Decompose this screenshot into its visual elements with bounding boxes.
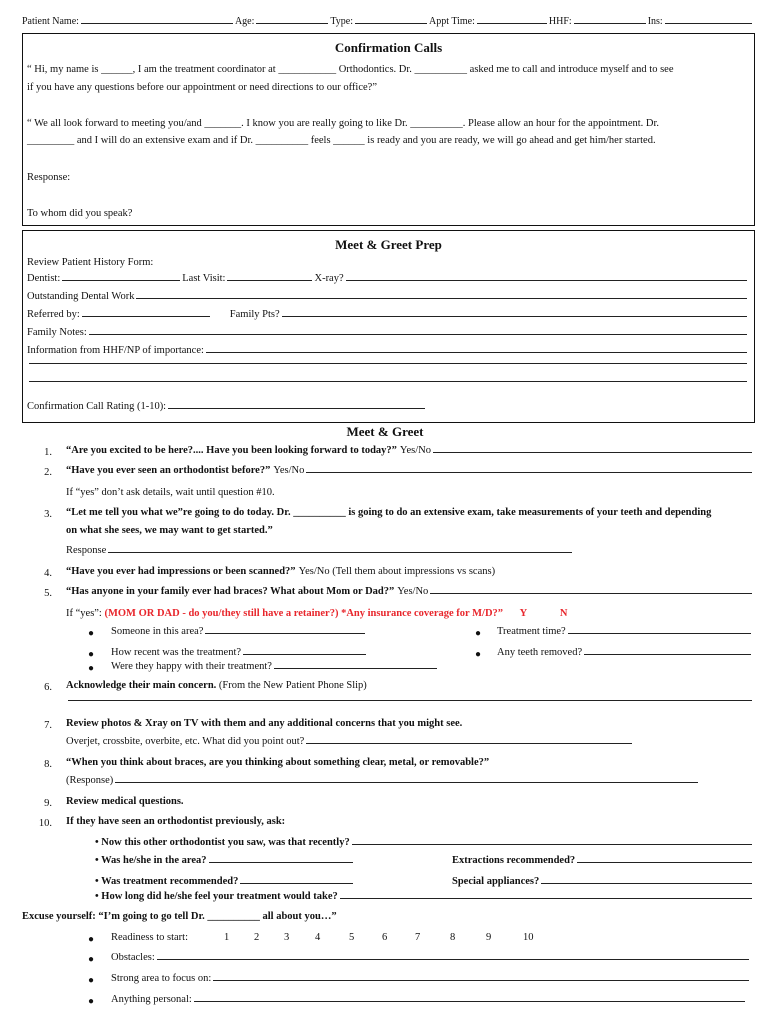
item-number: 8. [44, 759, 52, 770]
question-2-yesno: Yes/No [273, 465, 305, 476]
someone-label: Someone in this area? [111, 626, 204, 637]
item-number: 9. [44, 798, 52, 809]
obstacles-row [111, 952, 751, 963]
readiness-scale-option[interactable]: 3 [284, 932, 290, 943]
confirmation-title: Confirmation Calls [334, 40, 443, 55]
prep-title: Meet & Greet Prep [335, 237, 442, 252]
personal-label: Anything personal: [111, 994, 192, 1005]
item-number: 5. [44, 588, 52, 599]
family-pts-field[interactable] [282, 316, 747, 317]
bullet-icon: ● [88, 975, 95, 986]
ins-field[interactable] [665, 23, 752, 24]
question-5-text: “Has anyone in your family ever had braces? What about Mom or Dad?” [66, 586, 395, 597]
readiness-scale-option[interactable]: 8 [450, 932, 456, 943]
question-4 [66, 566, 754, 577]
referred-field[interactable] [82, 316, 210, 317]
last-visit-label: Last Visit: [182, 273, 226, 284]
q10-appliances-label: Special appliances? [452, 876, 540, 887]
confirmation-script-2b: _________ and I will do an extensive exam and if Dr. __________ feels ______ is ready and you are ready, we will go ahead and get him/her started. [27, 135, 656, 146]
question-1-yesno: Yes/No [399, 445, 431, 456]
confirmation-script-2a: “ We all look forward to meeting you/and _______. I know you are really going to like Dr. __________. Please allow an hour for the appointment. Dr. [27, 118, 660, 129]
personal-row [111, 994, 747, 1005]
readiness-scale-option[interactable]: 5 [349, 932, 355, 943]
question-5 [66, 586, 754, 597]
rating-field[interactable] [168, 408, 425, 409]
type-label: Type: [330, 16, 354, 27]
excuse-yourself-text: Excuse yourself: “I’m going to go tell Dr. __________ all about you…” [22, 911, 337, 922]
whom-label: To whom did you speak? [27, 208, 133, 219]
treatment-time-field[interactable] [568, 633, 751, 634]
question-2-field[interactable] [306, 472, 752, 473]
info-field-3[interactable] [29, 381, 747, 382]
question-2-note: If “yes” don’t ask details, wait until question #10. [66, 487, 275, 498]
item-number: 10. [38, 818, 52, 829]
item-number: 6. [44, 682, 52, 693]
question-3-text: “Let me tell you what we”re going to do today. Dr. __________ is going to do an extensive exam, take measurements of your teeth and depending [66, 507, 712, 518]
question-4-text: “Have you ever had impressions or been scanned?” [66, 566, 296, 577]
prep-section [22, 230, 755, 423]
question-8-field[interactable] [115, 782, 698, 783]
info-label: Information from HHF/NP of importance: [27, 345, 204, 356]
confirmation-script-1a: “ Hi, my name is ______, I am the treatment coordinator at ___________ Orthodontics. Dr. __________ asked me to call and introduce myself and to see [27, 64, 674, 75]
q10-area-label: • Was he/she in the area? [95, 855, 207, 866]
personal-field[interactable] [194, 1001, 745, 1002]
q10-appliances-field[interactable] [541, 883, 752, 884]
bullet-icon: ● [88, 649, 95, 660]
appt-time-label: Appt Time: [429, 16, 475, 27]
info-extra-row-2 [27, 381, 749, 385]
patient-name-field[interactable] [81, 23, 233, 24]
q10-appliances-row [452, 876, 754, 887]
question-5-if-label: If “yes”: [66, 608, 102, 619]
item-number: 2. [44, 467, 52, 478]
question-3-cont: on what she sees, we may want to get started.” [66, 525, 273, 536]
last-visit-field[interactable] [227, 280, 312, 281]
response-label: Response: [27, 172, 71, 183]
question-1-text: “Are you excited to be here?.... Have you been looking forward to today?” [66, 445, 397, 456]
readiness-scale-option[interactable]: 1 [224, 932, 230, 943]
info-field[interactable] [206, 352, 747, 353]
no-option[interactable]: N [559, 608, 568, 619]
family-notes-row [27, 327, 749, 338]
question-3-response-label: Response [66, 545, 107, 556]
confirmation-script-1b: if you have any questions before our appointment or need directions to our office?” [27, 82, 377, 93]
question-5-field[interactable] [430, 593, 752, 594]
q10-howlong-label: • How long did he/she feel your treatment would take? [95, 891, 338, 902]
readiness-scale-option[interactable]: 10 [523, 932, 534, 943]
question-6 [66, 680, 367, 691]
question-6-text: Acknowledge their main concern. [66, 680, 217, 691]
treatment-time-row [497, 626, 753, 637]
q10-treatment-field[interactable] [240, 883, 353, 884]
referred-row [27, 309, 749, 320]
review-history-label: Review Patient History Form: [27, 257, 154, 268]
info-row [27, 345, 749, 356]
question-5-red-note: (MOM OR DAD - do you/they still have a retainer?) *Any insurance coverage for M/D?” [104, 608, 504, 619]
how-recent-field[interactable] [243, 654, 366, 655]
q10-recent-field[interactable] [352, 844, 752, 845]
yes-option[interactable]: Y [519, 608, 528, 619]
item-number: 7. [44, 720, 52, 731]
question-7-sub-label: Overjet, crossbite, overbite, etc. What did you point out? [66, 736, 305, 747]
someone-field[interactable] [205, 633, 365, 634]
readiness-scale-option[interactable]: 6 [382, 932, 388, 943]
obstacles-label: Obstacles: [111, 952, 155, 963]
readiness-scale-option[interactable]: 4 [315, 932, 321, 943]
question-10-text: If they have seen an orthodontist previously, ask: [66, 816, 286, 827]
bullet-icon: ● [475, 649, 482, 660]
q10-area-row [95, 855, 355, 866]
question-3-response-row [66, 545, 574, 556]
info-extra-row-1 [27, 363, 749, 367]
item-number: 1. [44, 447, 52, 458]
question-5-yesno: Yes/No [397, 586, 429, 597]
q10-treatment-label: • Was treatment recommended? [95, 876, 239, 887]
item-number: 3. [44, 509, 52, 520]
question-8-response-label: (Response) [66, 775, 114, 786]
confirmation-section [22, 33, 755, 226]
q10-area-field[interactable] [209, 862, 353, 863]
ins-label: Ins: [647, 16, 663, 27]
question-3-response-field[interactable] [108, 552, 572, 553]
hhf-label: HHF: [548, 16, 572, 27]
outstanding-label: Outstanding Dental Work [27, 291, 135, 302]
teeth-removed-field[interactable] [584, 654, 751, 655]
xray-field[interactable] [346, 280, 747, 281]
bullet-icon: ● [88, 996, 95, 1007]
item-number: 4. [44, 568, 52, 579]
type-field[interactable] [355, 23, 427, 24]
question-2-text: “Have you ever seen an orthodontist before?” [66, 465, 271, 476]
how-recent-row [111, 647, 368, 658]
question-8-text: “When you think about braces, are you thinking about something clear, metal, or removable?” [66, 757, 490, 768]
greet-title: Meet & Greet [346, 424, 424, 439]
age-field[interactable] [256, 23, 328, 24]
readiness-scale-option[interactable]: 2 [254, 932, 260, 943]
bullet-icon: ● [88, 663, 95, 674]
teeth-removed-label: Any teeth removed? [497, 647, 583, 658]
q10-howlong-row [95, 891, 754, 902]
bullet-icon: ● [88, 934, 95, 945]
were-happy-label: Were they happy with their treatment? [111, 661, 272, 672]
question-2 [66, 465, 754, 476]
were-happy-field[interactable] [274, 668, 437, 669]
question-1 [66, 445, 754, 456]
question-8-response-row [66, 775, 700, 786]
question-7-text: Review photos & Xray on TV with them and any additional concerns that you might see. [66, 718, 463, 729]
question-6-field[interactable] [68, 700, 752, 701]
strong-area-row [111, 973, 751, 984]
q10-howlong-field[interactable] [340, 898, 752, 899]
teeth-removed-row [497, 647, 753, 658]
question-9-text: Review medical questions. [66, 796, 184, 807]
family-notes-field[interactable] [89, 334, 747, 335]
patient-name-label: Patient Name: [22, 16, 79, 27]
rating-label: Confirmation Call Rating (1-10): [27, 401, 167, 412]
q10-extractions-row [452, 855, 754, 866]
how-recent-label: How recent was the treatment? [111, 647, 242, 658]
strong-area-label: Strong area to focus on: [111, 973, 212, 984]
hhf-field[interactable] [574, 23, 646, 24]
readiness-label: Readiness to start: [111, 932, 188, 943]
question-7-sub-row [66, 736, 634, 747]
readiness-scale-option[interactable]: 9 [486, 932, 492, 943]
question-7-field[interactable] [306, 743, 632, 744]
treatment-time-label: Treatment time? [497, 626, 566, 637]
bullet-icon: ● [88, 954, 95, 965]
referred-label: Referred by: [27, 309, 80, 320]
bullet-icon: ● [88, 628, 95, 639]
question-1-field[interactable] [433, 452, 752, 453]
dentist-label: Dentist: [27, 273, 61, 284]
age-label: Age: [234, 16, 255, 27]
question-6-source: (From the New Patient Phone Slip) [218, 680, 367, 691]
q10-extractions-field[interactable] [577, 862, 752, 863]
family-notes-label: Family Notes: [27, 327, 87, 338]
family-pts-label: Family Pts? [229, 309, 280, 320]
readiness-scale-option[interactable]: 7 [415, 932, 421, 943]
obstacles-field[interactable] [157, 959, 749, 960]
rating-row [27, 401, 427, 412]
dentist-field[interactable] [62, 280, 180, 281]
q10-recent-label: • Now this other orthodontist you saw, was that recently? [95, 837, 350, 848]
q10-extractions-label: Extractions recommended? [452, 855, 576, 866]
xray-label: X-ray? [314, 273, 344, 284]
dentist-row [27, 273, 749, 284]
appt-time-field[interactable] [477, 23, 547, 24]
question-4-yesno: Yes/No (Tell them about impressions vs scans) [298, 566, 496, 577]
someone-row [111, 626, 367, 637]
info-field-2[interactable] [29, 363, 747, 364]
were-happy-row [111, 661, 439, 672]
question-6-field-row [66, 700, 754, 704]
q10-recent-row [95, 837, 754, 848]
header-row [22, 16, 754, 27]
q10-treatment-row [95, 876, 355, 887]
outstanding-row [27, 291, 749, 302]
outstanding-field[interactable] [136, 298, 747, 299]
strong-area-field[interactable] [213, 980, 749, 981]
question-5-if [66, 608, 567, 619]
bullet-icon: ● [475, 628, 482, 639]
